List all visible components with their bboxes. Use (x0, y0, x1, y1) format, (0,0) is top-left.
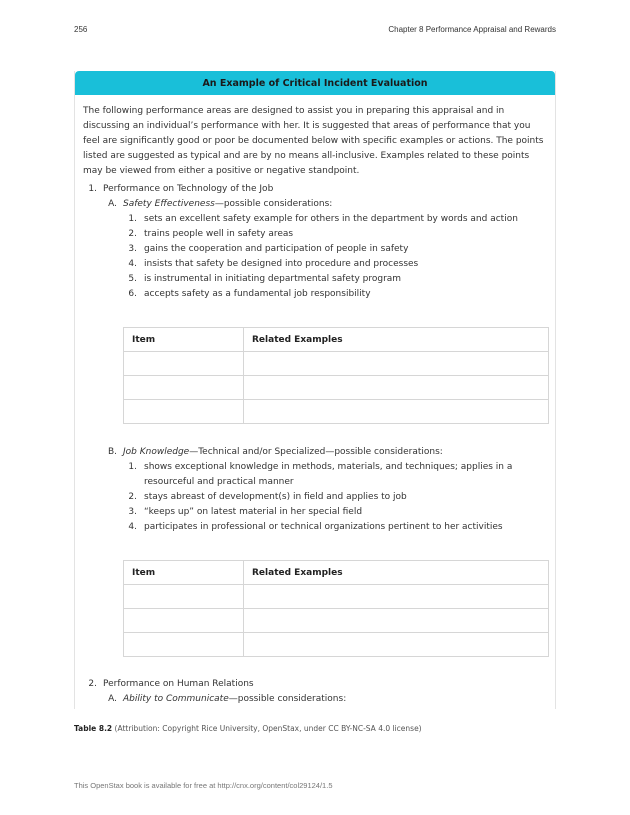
list-item-text: gains the cooperation and participation of people in safety (144, 244, 409, 254)
table-cell[interactable] (124, 585, 244, 609)
table-row (124, 400, 549, 424)
table-cell[interactable] (244, 376, 549, 400)
subsection-letter: B. (107, 447, 117, 457)
table-cell[interactable] (244, 352, 549, 376)
subsection-heading (123, 692, 346, 707)
list-item-text: shows exceptional knowledge in methods, materials, and techniques; applies in a (144, 462, 513, 472)
table-cell[interactable] (124, 352, 244, 376)
subsection-heading (123, 197, 332, 212)
subsection-title: Safety Effectiveness (123, 199, 215, 209)
page-number: 256 (74, 25, 88, 34)
list-item-number: 6. (128, 289, 137, 299)
subsection-suffix: —Technical and/or Specialized—possible considerations: (189, 447, 443, 457)
list-item-text: participates in professional or technical organizations pertinent to her activities (144, 522, 503, 532)
feature-box (74, 71, 556, 709)
list-item-number: 1. (128, 462, 137, 472)
table-cell[interactable] (244, 400, 549, 424)
subsection-title: Ability to Communicate (123, 694, 229, 704)
table-cell[interactable] (244, 585, 549, 609)
column-header-related-examples: Related Examples (244, 328, 549, 352)
page-footer: This OpenStax book is available for free at http://cnx.org/content/col29124/1.5 (74, 781, 333, 790)
list-item-text: sets an excellent safety example for others in the department by words and action (144, 214, 518, 224)
subsection-letter: A. (108, 199, 117, 209)
table-cell[interactable] (124, 400, 244, 424)
subsection-heading (123, 445, 443, 460)
list-item-text: stays abreast of development(s) in field and applies to job (144, 492, 407, 502)
list-item-number: 3. (128, 244, 137, 254)
list-item-number: 2. (128, 492, 137, 502)
section-number: 1. (88, 184, 97, 194)
list-item-number: 1. (128, 214, 137, 224)
table-cell[interactable] (244, 633, 549, 657)
subsection-suffix: —possible considerations: (214, 199, 333, 209)
column-header-item: Item (124, 328, 244, 352)
table-caption (74, 724, 422, 733)
examples-table (123, 560, 549, 657)
section-number: 2. (88, 679, 97, 689)
subsection-suffix: —possible considerations: (228, 694, 347, 704)
list-item-text: trains people well in safety areas (144, 229, 294, 239)
table-row (124, 609, 549, 633)
list-item-text: “keeps up” on latest material in her special field (144, 507, 363, 517)
table-row (124, 585, 549, 609)
list-item-text: is instrumental in initiating departmental safety program (144, 274, 402, 284)
table-cell[interactable] (124, 633, 244, 657)
list-item-number: 3. (128, 507, 137, 517)
list-item-continuation: resourceful and practical manner (144, 477, 294, 487)
column-header-related-examples: Related Examples (244, 561, 549, 585)
list-item-number: 4. (128, 522, 137, 532)
feature-box-title: An Example of Critical Incident Evaluation (75, 71, 555, 95)
table-caption-label: Table 8.2 (74, 724, 113, 733)
chapter-title: Chapter 8 Performance Appraisal and Rewards (388, 25, 556, 34)
list-item-number: 5. (128, 274, 137, 284)
subsection-letter: A. (108, 694, 117, 704)
list-item-number: 2. (128, 229, 137, 239)
table-row (124, 376, 549, 400)
table-header-row (124, 328, 549, 352)
examples-table (123, 327, 549, 424)
section-title: Performance on Human Relations (103, 679, 254, 689)
intro-paragraph: The following performance areas are designed to assist you in preparing this appraisal and in discussing an individual’s performance with her. It is suggested that areas of performance that you feel are significantly good or poor be documented below with specific examples or actions. The points listed are suggested as typical and are by no means all-inclusive. Examples related to these points may be viewed from either a positive or negative standpoint. (83, 106, 544, 176)
subsection-title: Job Knowledge (123, 447, 190, 457)
list-item-number: 4. (128, 259, 137, 269)
table-cell[interactable] (244, 609, 549, 633)
table-header-row (124, 561, 549, 585)
column-header-item: Item (124, 561, 244, 585)
table-caption-attribution: (Attribution: Copyright Rice University, OpenStax, under CC BY-NC-SA 4.0 license) (114, 724, 422, 733)
table-cell[interactable] (124, 376, 244, 400)
list-item-text: insists that safety be designed into procedure and processes (144, 259, 419, 269)
table-row (124, 633, 549, 657)
section-title: Performance on Technology of the Job (103, 184, 274, 194)
table-row (124, 352, 549, 376)
table-cell[interactable] (124, 609, 244, 633)
list-item-text: accepts safety as a fundamental job responsibility (144, 289, 371, 299)
